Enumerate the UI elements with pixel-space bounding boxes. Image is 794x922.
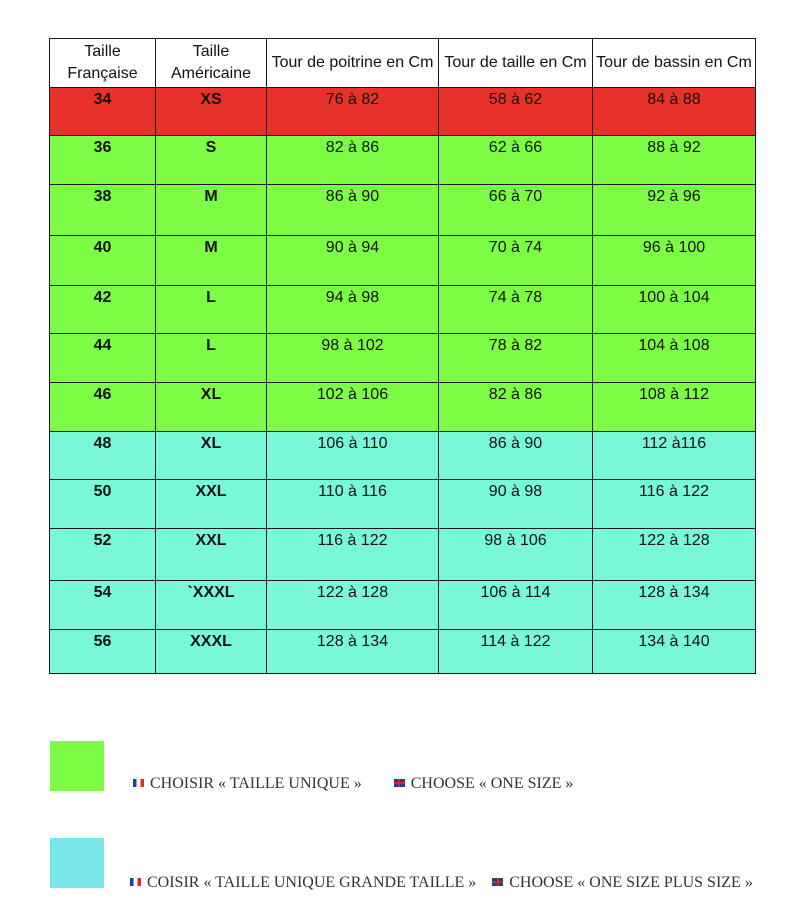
tour-taille-cell: 90 à 98 xyxy=(439,480,593,529)
legend-en-text: CHOOSE « ONE SIZE PLUS SIZE » xyxy=(509,874,753,891)
tour-bassin-cell: 108 à 112 xyxy=(593,383,756,432)
uk-flag-icon xyxy=(492,878,503,886)
tour-taille-cell: 78 à 82 xyxy=(439,334,593,383)
tour-bassin-cell: 128 à 134 xyxy=(593,581,756,630)
legend-fr-text: CHOISIR « TAILLE UNIQUE » xyxy=(150,775,362,792)
tour-taille-cell: 98 à 106 xyxy=(439,529,593,581)
taille-fr-cell: 42 xyxy=(50,286,156,334)
taille-fr-cell: 54 xyxy=(50,581,156,630)
tour-bassin-cell: 88 à 92 xyxy=(593,136,756,185)
fr-flag-icon xyxy=(133,779,144,787)
taille-us-cell: XXL xyxy=(156,529,267,581)
taille-fr-cell: 52 xyxy=(50,529,156,581)
tour-poitrine-cell: 98 à 102 xyxy=(267,334,439,383)
tour-taille-cell: 86 à 90 xyxy=(439,432,593,480)
taille-fr-cell: 40 xyxy=(50,236,156,286)
table-row xyxy=(50,480,756,529)
fr-flag-icon xyxy=(130,878,141,886)
table-row xyxy=(50,185,756,236)
taille-us-cell: XL xyxy=(156,432,267,480)
uk-flag-icon xyxy=(394,779,405,787)
tour-bassin-cell: 112 à116 xyxy=(593,432,756,480)
taille-us-cell: XXXL xyxy=(156,630,267,674)
tour-bassin-cell: 96 à 100 xyxy=(593,236,756,286)
taille-us-cell: XS xyxy=(156,88,267,136)
tour-poitrine-cell: 86 à 90 xyxy=(267,185,439,236)
header-tour-bassin: Tour de bassin en Cm xyxy=(593,39,756,88)
tour-taille-cell: 62 à 66 xyxy=(439,136,593,185)
table-row xyxy=(50,236,756,286)
tour-bassin-cell: 84 à 88 xyxy=(593,88,756,136)
tour-poitrine-cell: 122 à 128 xyxy=(267,581,439,630)
taille-us-cell: XXL xyxy=(156,480,267,529)
header-taille-americaine: Taille Américaine xyxy=(156,39,267,88)
taille-fr-cell: 34 xyxy=(50,88,156,136)
taille-fr-cell: 38 xyxy=(50,185,156,236)
table-row xyxy=(50,529,756,581)
tour-poitrine-cell: 82 à 86 xyxy=(267,136,439,185)
header-tour-poitrine: Tour de poitrine en Cm xyxy=(267,39,439,88)
legend-text-one-size xyxy=(133,775,573,793)
legend-text-one-size-plus xyxy=(130,874,753,892)
tour-poitrine-cell: 116 à 122 xyxy=(267,529,439,581)
size-chart-table xyxy=(49,38,756,674)
taille-us-cell: XL xyxy=(156,383,267,432)
taille-fr-cell: 50 xyxy=(50,480,156,529)
table-row xyxy=(50,136,756,185)
header-taille-francaise: Taille Française xyxy=(50,39,156,88)
taille-us-cell: S xyxy=(156,136,267,185)
table-row xyxy=(50,383,756,432)
table-header-row xyxy=(50,39,756,88)
taille-us-cell: M xyxy=(156,185,267,236)
taille-fr-cell: 46 xyxy=(50,383,156,432)
table-row xyxy=(50,334,756,383)
tour-poitrine-cell: 94 à 98 xyxy=(267,286,439,334)
legend-swatch-one-size xyxy=(50,741,104,791)
taille-us-cell: `XXXL xyxy=(156,581,267,630)
tour-taille-cell: 106 à 114 xyxy=(439,581,593,630)
tour-bassin-cell: 100 à 104 xyxy=(593,286,756,334)
tour-poitrine-cell: 90 à 94 xyxy=(267,236,439,286)
tour-bassin-cell: 104 à 108 xyxy=(593,334,756,383)
taille-us-cell: L xyxy=(156,286,267,334)
legend-en-text: CHOOSE « ONE SIZE » xyxy=(410,775,574,792)
taille-fr-cell: 36 xyxy=(50,136,156,185)
tour-taille-cell: 66 à 70 xyxy=(439,185,593,236)
tour-taille-cell: 58 à 62 xyxy=(439,88,593,136)
tour-bassin-cell: 92 à 96 xyxy=(593,185,756,236)
tour-bassin-cell: 122 à 128 xyxy=(593,529,756,581)
taille-fr-cell: 56 xyxy=(50,630,156,674)
legend-swatch-one-size-plus xyxy=(50,838,104,888)
tour-taille-cell: 70 à 74 xyxy=(439,236,593,286)
tour-poitrine-cell: 76 à 82 xyxy=(267,88,439,136)
legend-fr-text: COISIR « TAILLE UNIQUE GRANDE TAILLE » xyxy=(147,874,477,891)
taille-us-cell: M xyxy=(156,236,267,286)
table-row xyxy=(50,88,756,136)
taille-fr-cell: 48 xyxy=(50,432,156,480)
tour-taille-cell: 114 à 122 xyxy=(439,630,593,674)
tour-bassin-cell: 116 à 122 xyxy=(593,480,756,529)
tour-bassin-cell: 134 à 140 xyxy=(593,630,756,674)
table-row xyxy=(50,581,756,630)
taille-fr-cell: 44 xyxy=(50,334,156,383)
tour-poitrine-cell: 128 à 134 xyxy=(267,630,439,674)
tour-poitrine-cell: 106 à 110 xyxy=(267,432,439,480)
table-row xyxy=(50,432,756,480)
taille-us-cell: L xyxy=(156,334,267,383)
header-tour-taille: Tour de taille en Cm xyxy=(439,39,593,88)
tour-taille-cell: 74 à 78 xyxy=(439,286,593,334)
tour-taille-cell: 82 à 86 xyxy=(439,383,593,432)
table-row xyxy=(50,286,756,334)
tour-poitrine-cell: 110 à 116 xyxy=(267,480,439,529)
table-row xyxy=(50,630,756,674)
tour-poitrine-cell: 102 à 106 xyxy=(267,383,439,432)
